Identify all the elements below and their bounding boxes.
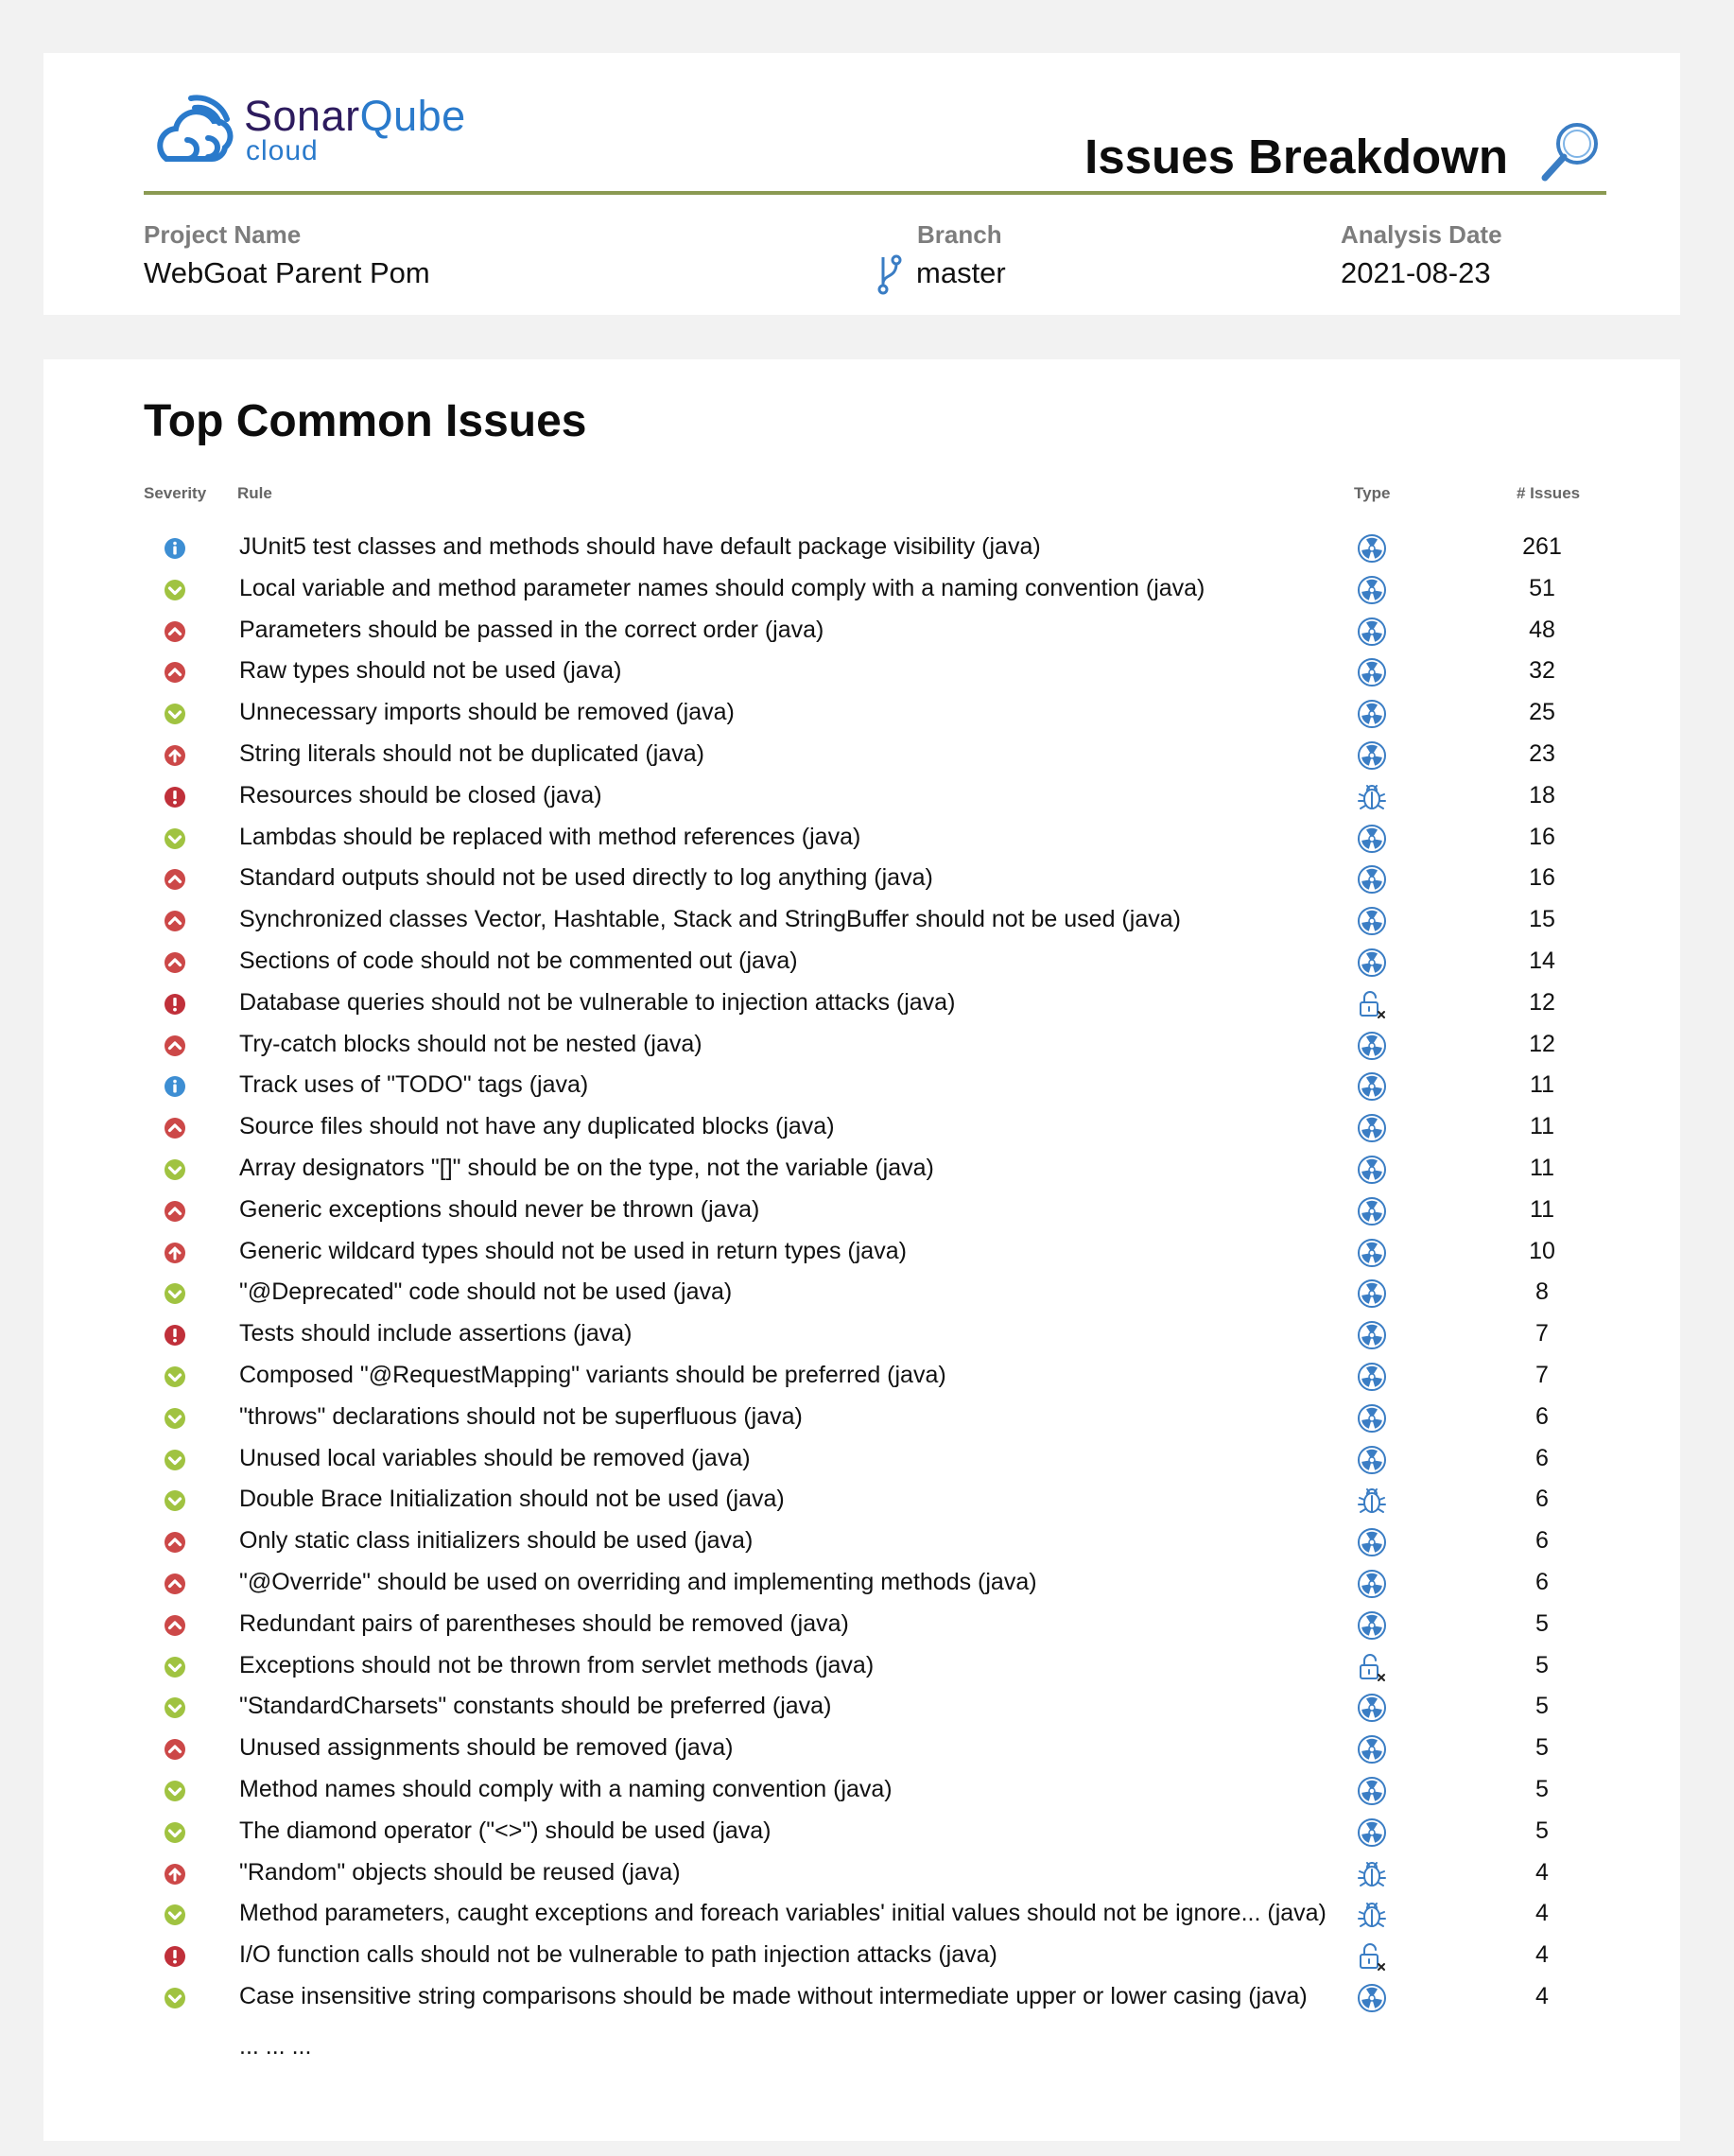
rule-name: Lambdas should be replaced with method references (java) — [239, 823, 861, 850]
type-column-header: Type — [1354, 484, 1391, 502]
code-smell-icon — [1357, 1817, 1387, 1848]
code-smell-icon — [1357, 657, 1387, 687]
major-severity-icon — [164, 1200, 186, 1223]
code-smell-icon — [1357, 1776, 1387, 1806]
table-row — [43, 1563, 1680, 1605]
major-severity-icon — [164, 1035, 186, 1057]
code-smell-icon — [1357, 824, 1387, 854]
rule-name: "throws" declarations should not be superfluous (java) — [239, 1402, 803, 1430]
minor-severity-icon — [164, 1449, 186, 1471]
issue-count: 15 — [1529, 906, 1555, 933]
issue-count: 16 — [1529, 823, 1555, 850]
logo-wordmark: SonarQube — [244, 92, 466, 140]
issue-count: 4 — [1535, 1941, 1549, 1969]
rule-name: Generic exceptions should never be thrown (java) — [239, 1195, 760, 1223]
major-severity-icon — [164, 620, 186, 643]
vulnerability-icon — [1357, 1652, 1387, 1682]
minor-severity-icon — [164, 1987, 186, 2009]
table-row — [43, 1729, 1680, 1770]
issue-count: 6 — [1535, 1568, 1549, 1595]
rule-name: Exceptions should not be thrown from servlet methods (java) — [239, 1651, 875, 1678]
vulnerability-icon — [1357, 1941, 1387, 1972]
issue-count: 25 — [1529, 699, 1555, 726]
bug-icon — [1357, 1859, 1387, 1889]
minor-severity-icon — [164, 1365, 186, 1388]
code-smell-icon — [1357, 1113, 1387, 1143]
critical-severity-icon — [164, 1242, 186, 1264]
table-row — [43, 1107, 1680, 1149]
branch-icon — [876, 253, 904, 295]
issue-count: 12 — [1529, 988, 1555, 1016]
code-smell-icon — [1357, 1403, 1387, 1434]
code-smell-icon — [1357, 1445, 1387, 1475]
issue-count: 14 — [1529, 947, 1555, 974]
table-row — [43, 569, 1680, 611]
issue-count: 11 — [1530, 1071, 1554, 1099]
code-smell-icon — [1357, 948, 1387, 978]
issue-count: 5 — [1535, 1734, 1549, 1762]
code-smell-icon — [1357, 1031, 1387, 1061]
table-row — [43, 1977, 1680, 2019]
rule-column-header: Rule — [237, 484, 272, 502]
issue-count: 6 — [1535, 1527, 1549, 1555]
project-name-label: Project Name — [144, 220, 302, 249]
table-row — [43, 1853, 1680, 1895]
rule-name: Array designators "[]" should be on the type, not the variable (java) — [239, 1154, 934, 1181]
major-severity-icon — [164, 868, 186, 891]
issue-count: 8 — [1535, 1278, 1549, 1306]
code-smell-icon — [1357, 1071, 1387, 1102]
code-smell-icon — [1357, 906, 1387, 936]
table-row — [43, 1894, 1680, 1936]
critical-severity-icon — [164, 744, 186, 767]
issue-count: 5 — [1535, 1817, 1549, 1844]
rule-name: Unused local variables should be removed (java) — [239, 1444, 751, 1471]
rule-name: Sections of code should not be commented out (java) — [239, 947, 798, 974]
code-smell-icon — [1357, 1362, 1387, 1392]
major-severity-icon — [164, 1117, 186, 1139]
issue-count: 11 — [1530, 1195, 1554, 1223]
code-smell-icon — [1357, 1569, 1387, 1599]
search-icon — [1537, 119, 1604, 185]
rule-name: The diamond operator ("<>") should be used (java) — [239, 1817, 772, 1844]
issue-count: 5 — [1535, 1651, 1549, 1678]
minor-severity-icon — [164, 1696, 186, 1719]
code-smell-icon — [1357, 1320, 1387, 1350]
table-row — [43, 1356, 1680, 1398]
rule-name: Database queries should not be vulnerable to injection attacks (java) — [239, 988, 956, 1016]
code-smell-icon — [1357, 575, 1387, 605]
project-name-value: WebGoat Parent Pom — [144, 256, 430, 289]
table-row — [43, 1521, 1680, 1563]
table-row — [43, 818, 1680, 860]
issue-count: 6 — [1535, 1444, 1549, 1471]
code-smell-icon — [1357, 864, 1387, 895]
minor-severity-icon — [164, 1904, 186, 1926]
rule-name: String literals should not be duplicated (java) — [239, 739, 704, 767]
vulnerability-icon — [1357, 989, 1387, 1019]
table-row — [43, 1646, 1680, 1688]
issue-count: 5 — [1535, 1775, 1549, 1802]
table-row — [43, 611, 1680, 652]
rule-name: Unnecessary imports should be removed (java) — [239, 699, 735, 726]
table-row — [43, 859, 1680, 900]
issue-count: 5 — [1535, 1609, 1549, 1637]
rule-name: "@Override" should be used on overriding and implementing methods (java) — [239, 1568, 1037, 1595]
code-smell-icon — [1357, 1983, 1387, 2013]
code-smell-icon — [1357, 1734, 1387, 1765]
code-smell-icon — [1357, 533, 1387, 564]
more-indicator: ... ... ... — [239, 2033, 312, 2060]
table-row — [43, 1687, 1680, 1729]
issue-count: 11 — [1530, 1154, 1554, 1181]
rule-name: Tests should include assertions (java) — [239, 1320, 633, 1348]
severity-column-header: Severity — [144, 484, 207, 502]
table-row — [43, 1480, 1680, 1521]
code-smell-icon — [1357, 1238, 1387, 1268]
table-row — [43, 528, 1680, 569]
rule-name: Source files should not have any duplicated blocks (java) — [239, 1113, 835, 1140]
rule-name: Unused assignments should be removed (java) — [239, 1734, 734, 1762]
table-row — [43, 1439, 1680, 1481]
blocker-severity-icon — [164, 993, 186, 1016]
table-row — [43, 652, 1680, 693]
code-smell-icon — [1357, 699, 1387, 729]
issues-count-column-header: # Issues — [1517, 484, 1581, 502]
major-severity-icon — [164, 1614, 186, 1637]
rule-name: Generic wildcard types should not be used in return types (java) — [239, 1237, 907, 1264]
issue-count: 6 — [1535, 1486, 1549, 1513]
rule-name: Track uses of "TODO" tags (java) — [239, 1071, 589, 1099]
code-smell-icon — [1357, 1610, 1387, 1641]
issue-count: 7 — [1535, 1361, 1549, 1388]
issue-count: 11 — [1530, 1113, 1554, 1140]
blocker-severity-icon — [164, 1945, 186, 1968]
bug-icon — [1357, 1486, 1387, 1516]
rule-name: Redundant pairs of parentheses should be removed (java) — [239, 1609, 849, 1637]
report-header — [43, 53, 1680, 315]
header-divider — [144, 191, 1606, 195]
info-icon — [164, 537, 186, 560]
minor-severity-icon — [164, 827, 186, 850]
table-row — [43, 1314, 1680, 1356]
issue-count: 4 — [1535, 1858, 1549, 1886]
rule-name: "@Deprecated" code should not be used (java) — [239, 1278, 733, 1306]
rule-name: Case insensitive string comparisons should be made without intermediate upper or lower casing (java) — [239, 1982, 1308, 2009]
info-icon — [164, 1075, 186, 1098]
rule-name: Composed "@RequestMapping" variants should be preferred (java) — [239, 1361, 946, 1388]
code-smell-icon — [1357, 1196, 1387, 1226]
rule-name: "StandardCharsets" constants should be preferred (java) — [239, 1693, 832, 1720]
rule-name: Method parameters, caught exceptions and foreach variables' initial values should not be ignore... (java) — [239, 1900, 1327, 1927]
issue-count: 48 — [1529, 616, 1555, 643]
code-smell-icon — [1357, 1278, 1387, 1309]
rule-name: Method names should comply with a naming convention (java) — [239, 1775, 893, 1802]
issue-count: 261 — [1522, 533, 1562, 560]
issue-count: 12 — [1529, 1030, 1555, 1057]
issue-count: 23 — [1529, 739, 1555, 767]
rule-name: Try-catch blocks should not be nested (java) — [239, 1030, 702, 1057]
table-row — [43, 1770, 1680, 1812]
rule-name: Parameters should be passed in the correct order (java) — [239, 616, 824, 643]
logo-subtitle: cloud — [246, 135, 319, 166]
table-row — [43, 1812, 1680, 1853]
minor-severity-icon — [164, 1282, 186, 1305]
rule-name: Synchronized classes Vector, Hashtable, Stack and StringBuffer should not be used (java) — [239, 906, 1181, 933]
table-row — [43, 1398, 1680, 1439]
branch-label: Branch — [917, 220, 1002, 249]
minor-severity-icon — [164, 1821, 186, 1844]
table-row — [43, 900, 1680, 942]
issue-count: 4 — [1535, 1982, 1549, 2009]
major-severity-icon — [164, 910, 186, 932]
major-severity-icon — [164, 951, 186, 974]
issue-count: 32 — [1529, 657, 1555, 685]
table-row — [43, 1025, 1680, 1067]
rule-name: "Random" objects should be reused (java) — [239, 1858, 681, 1886]
issue-count: 5 — [1535, 1693, 1549, 1720]
major-severity-icon — [164, 661, 186, 684]
issue-count: 7 — [1535, 1320, 1549, 1348]
issue-count: 18 — [1529, 781, 1555, 808]
analysis-date-value: 2021-08-23 — [1341, 256, 1491, 289]
blocker-severity-icon — [164, 786, 186, 808]
table-row — [43, 776, 1680, 818]
minor-severity-icon — [164, 1780, 186, 1802]
code-smell-icon — [1357, 740, 1387, 771]
issue-count: 16 — [1529, 864, 1555, 892]
table-row — [43, 1936, 1680, 1977]
bug-icon — [1357, 782, 1387, 812]
rule-name: Double Brace Initialization should not be used (java) — [239, 1486, 785, 1513]
issue-count: 10 — [1529, 1237, 1555, 1264]
rule-name: Raw types should not be used (java) — [239, 657, 622, 685]
table-row — [43, 693, 1680, 735]
code-smell-icon — [1357, 1155, 1387, 1185]
minor-severity-icon — [164, 579, 186, 601]
minor-severity-icon — [164, 1407, 186, 1430]
minor-severity-icon — [164, 1656, 186, 1678]
table-row — [43, 1191, 1680, 1232]
table-row — [43, 1273, 1680, 1314]
table-row — [43, 1605, 1680, 1646]
rule-name: Only static class initializers should be used (java) — [239, 1527, 754, 1555]
major-severity-icon — [164, 1531, 186, 1554]
rule-name: I/O function calls should not be vulnerable to path injection attacks (java) — [239, 1941, 997, 1969]
major-severity-icon — [164, 1738, 186, 1761]
bug-icon — [1357, 1900, 1387, 1930]
minor-severity-icon — [164, 703, 186, 725]
page-title: Issues Breakdown — [1084, 130, 1508, 183]
code-smell-icon — [1357, 1527, 1387, 1557]
table-row — [43, 942, 1680, 983]
table-row — [43, 1232, 1680, 1274]
issue-count: 4 — [1535, 1900, 1549, 1927]
table-row — [43, 983, 1680, 1025]
analysis-date-label: Analysis Date — [1341, 220, 1502, 249]
branch-value: master — [916, 256, 1006, 289]
table-row — [43, 735, 1680, 776]
rule-name: JUnit5 test classes and methods should have default package visibility (java) — [239, 533, 1041, 560]
section-title: Top Common Issues — [144, 396, 587, 446]
rule-name: Standard outputs should not be used directly to log anything (java) — [239, 864, 933, 892]
blocker-severity-icon — [164, 1324, 186, 1347]
issue-count: 51 — [1529, 574, 1555, 601]
code-smell-icon — [1357, 617, 1387, 647]
minor-severity-icon — [164, 1489, 186, 1512]
rule-name: Local variable and method parameter names should comply with a naming convention (java) — [239, 574, 1205, 601]
table-row — [43, 1149, 1680, 1191]
issues-section — [43, 359, 1680, 2141]
rule-name: Resources should be closed (java) — [239, 781, 602, 808]
major-severity-icon — [164, 1573, 186, 1595]
critical-severity-icon — [164, 1863, 186, 1886]
code-smell-icon — [1357, 1693, 1387, 1723]
minor-severity-icon — [164, 1158, 186, 1181]
table-row — [43, 1066, 1680, 1107]
issue-count: 6 — [1535, 1402, 1549, 1430]
issues-table — [43, 528, 1680, 2019]
